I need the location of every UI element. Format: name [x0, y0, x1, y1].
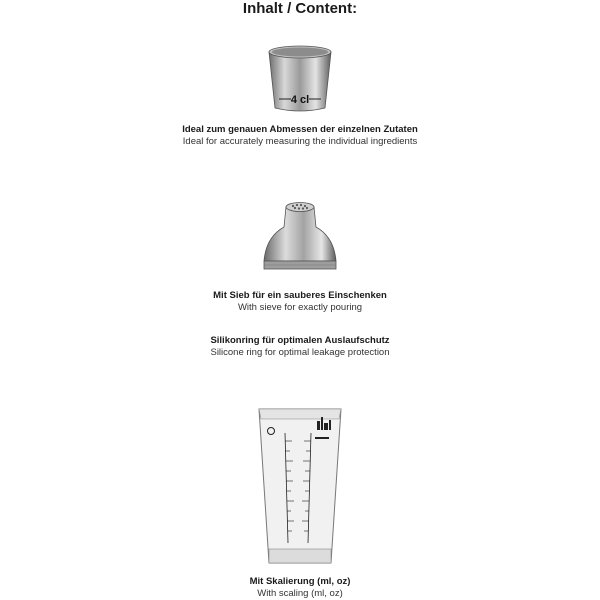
measuring-cup-icon [265, 44, 335, 116]
measuring-cup-image [0, 44, 600, 116]
caption-de: Silikonring für optimalen Auslaufschutz [210, 335, 390, 346]
shaker-lid-image [0, 197, 600, 277]
caption-silicone-ring [0, 335, 600, 359]
caption-en: Ideal for accurately measuring the individual ingredients [182, 136, 418, 147]
cup-engraving: 4 cl [290, 94, 310, 106]
caption-de: Mit Skalierung (ml, oz) [249, 576, 351, 587]
page-title: Inhalt / Content: [242, 0, 358, 17]
mixing-glass-image [0, 403, 600, 573]
caption-de: Mit Sieb für ein sauberes Einschenken [213, 290, 387, 301]
caption-de: Ideal zum genauen Abmessen der einzelnen Zutaten [182, 124, 418, 135]
caption-scale [0, 576, 600, 600]
caption-sieve [0, 290, 600, 314]
shaker-lid-icon [260, 197, 340, 277]
caption-measuring-cup [0, 124, 600, 148]
caption-en: Silicone ring for optimal leakage protection [210, 347, 390, 358]
caption-en: With scaling (ml, oz) [257, 588, 343, 599]
caption-en: With sieve for exactly pouring [237, 302, 363, 313]
mixing-glass-icon [255, 403, 345, 573]
